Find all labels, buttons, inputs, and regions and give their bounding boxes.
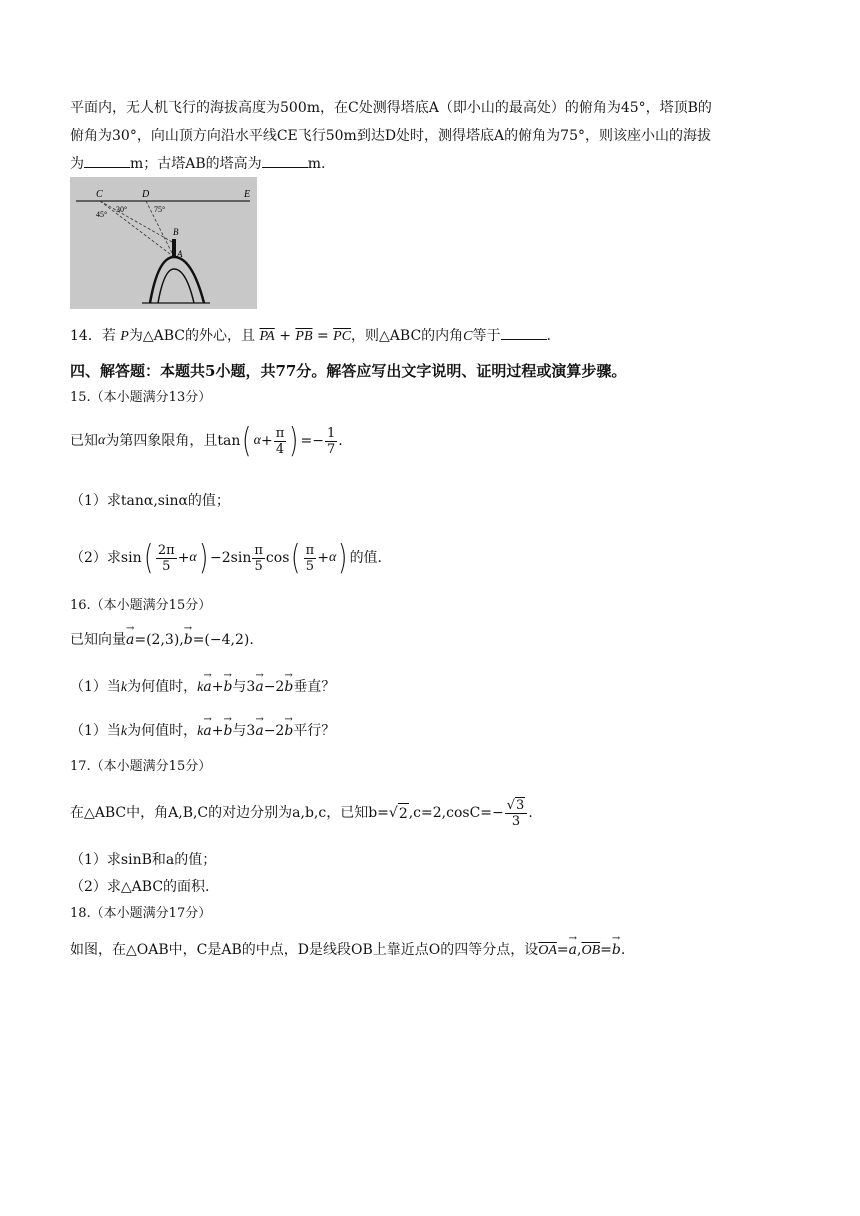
q18-end: . (620, 942, 626, 958)
q17-sqrt-3: 3 (516, 798, 525, 813)
q13-line-2: 俯角为30°，向山顶方向沿水平线CE飞行50m到达D处时，测得塔底A的俯角为75°，则该座小山的海拔 (70, 128, 711, 144)
q15-frac-den-3: 5 (162, 558, 171, 574)
q15-frac-1-7 (325, 426, 337, 457)
vector-pb: $\overline{PB}$ (295, 329, 313, 344)
q15-cos: cos (265, 550, 290, 566)
q15-frac-num: π (275, 425, 285, 441)
q15-p2-prefix: （2）求sin (70, 550, 142, 566)
vector-pa: $\overline{PA}$ (259, 329, 275, 344)
q16-expr-3: 与3 (232, 723, 256, 739)
q15-p2-paren-3: ( (291, 538, 301, 578)
q16-p1-mid: 为何值时， (127, 679, 198, 695)
q14-line (70, 325, 551, 347)
label-angle-30: 30° (116, 205, 128, 214)
vector-ob: $\overline{OB}$ (581, 943, 601, 958)
figure-drawing (70, 177, 257, 309)
q16-p2-prefix: （1）当 (70, 723, 121, 739)
q17-frac-den: 3 (511, 814, 521, 829)
q15-frac-num-4: π (254, 542, 263, 558)
answer-blank-2 (262, 153, 308, 168)
q15-alpha-2: α (253, 433, 261, 448)
q18-vec-b: → b (612, 940, 621, 960)
q14-end: . (546, 328, 551, 344)
q17-title: 17.（本小题满分15分） (70, 759, 212, 774)
q15-alpha-3: α (189, 550, 197, 565)
section-4-heading: 四、解答题：本题共5小题，共77分。解答应写出文字说明、证明过程或演算步骤。 (70, 362, 627, 380)
q16-expr-1: 与3 (232, 679, 256, 695)
q15-tan: tan (217, 433, 241, 449)
mountain-tower-figure (70, 177, 257, 309)
q15-frac-pi-5 (252, 543, 265, 574)
q13-line-3-start: 为 (70, 156, 84, 172)
label-angle-75: 75° (154, 205, 166, 214)
q15-frac-2pi-5 (156, 543, 177, 574)
q14-plus: + (279, 328, 291, 344)
q15-frac-den-2: 7 (327, 441, 336, 457)
q16-title: 16.（本小题满分15分） (70, 598, 212, 613)
q17-end: . (528, 805, 533, 821)
answer-blank-1 (84, 153, 130, 168)
q15-paren-right: ) (289, 421, 299, 461)
q16-end: . (249, 632, 254, 648)
label-E: E (244, 189, 251, 200)
q15-part-1: （1）求tanα,sinα的值； (70, 493, 230, 509)
q14-equals: = (316, 328, 329, 344)
q15-p2-mid: −2sin (210, 550, 252, 566)
q16-p2-mid: 为何值时， (127, 723, 198, 739)
q15-alpha: α (98, 433, 106, 448)
q16-p1-prefix: （1）当 (70, 679, 121, 695)
q15-frac-num-2: 1 (327, 425, 336, 441)
q16-p1-suffix: 垂直？ (293, 679, 336, 695)
q16-k-4: k (197, 724, 204, 739)
q15-part-2: （2）求sin ( $\frac{2\pi}{5}$ + α ) −2sin $\frac{\pi}{5}$ cos ( $\frac{\pi}{5}$ + α ) 的值. (70, 538, 383, 578)
q16-expr-4: −2 (263, 723, 285, 739)
q15-p2-suffix: 的值. (349, 550, 383, 566)
label-B: B (173, 227, 179, 237)
q14-prefix: 14．若 (70, 328, 116, 344)
q16-part-1: （1）当k为何值时，k→ a+→ b与3→ a−2→ b垂直？ (70, 677, 335, 698)
q15-p2-paren-4: ) (338, 538, 348, 578)
vector-pc: $\overline{PC}$ (333, 329, 352, 344)
q17-part-1: （1）求sinB和a的值； (70, 852, 217, 868)
q15-p2-paren-2: ) (198, 538, 209, 578)
label-C: C (96, 189, 103, 200)
q13-line-3 (70, 153, 325, 174)
q14-mid-2: ，则△ABC的内角 (351, 328, 464, 344)
q16-k: k (120, 680, 128, 695)
q15-frac-num-3: 2π (157, 542, 175, 558)
answer-blank-3 (501, 325, 547, 340)
q15-paren-left: ( (242, 421, 252, 461)
q16-expr-2: −2 (263, 679, 285, 695)
q16-stem-text: 已知向量 (70, 632, 126, 648)
q17-stem: 在△ABC中，角A,B,C的对边分别为a,b,c，已知b= √ 2 ,c=2,cosC=− $\frac{√3}{3}$ . (70, 798, 533, 829)
q13-line-3-middle: m；古塔AB的塔高为 (130, 156, 262, 172)
q15-stem: 已知 α 为第四象限角，且 tan ( α + $\frac{\pi}{4}$ ) =− $\frac{1}{7}$ . (70, 421, 343, 461)
q15-end: . (338, 433, 343, 449)
label-A: A (177, 249, 183, 259)
q15-equals: =− (300, 433, 324, 449)
q14-point-p: P (120, 329, 129, 344)
q15-frac-pi-5-b (304, 543, 317, 574)
q18-stem: 如图，在△OAB中，C是AB的中点，D是线段OB上靠近点O的四等分点，设$\overline{OA}=\to a,\overline{OB}=\to b$. (70, 940, 625, 961)
q15-frac-den-4: 5 (254, 558, 263, 574)
q15-frac-pi-4 (274, 426, 287, 457)
q15-p2-paren-1: ( (143, 538, 153, 578)
q16-part-2: （1）当k为何值时，k→ a+→ b与3→ a−2→ b平行？ (70, 721, 335, 742)
q14-mid-1: 为△ABC的外心，且 (128, 328, 255, 344)
q15-frac-den-5: 5 (305, 558, 315, 574)
q16-stem: 已知向量→ a=(2,3),→ b=(−4,2). (70, 630, 254, 650)
q18-stem-a: 如图，在△OAB中，C是AB的中点，D是线段OB上靠近点O的四等分点，设 (70, 942, 539, 958)
q13-line-1: 平面内，无人机飞行的海拔高度为500m，在C处测得塔底A（即小山的最高处）的俯角为45°，塔顶B的 (70, 100, 712, 116)
label-D: D (142, 189, 150, 200)
q17-sqrt-2: 2 (398, 803, 409, 824)
q17-stem-b: ,c=2,cosC=− (408, 805, 504, 821)
q18-title: 18.（本小题满分17分） (70, 906, 212, 921)
q14-suffix: 等于 (472, 328, 501, 344)
q16-k-3: k (120, 724, 128, 739)
q15-alpha-4: α (328, 550, 337, 565)
vector-oa: $\overline{OA}$ (538, 943, 557, 958)
q17-part-2: （2）求△ABC的面积. (70, 879, 210, 895)
q17-frac-sqrt3-3 (505, 797, 528, 829)
q15-frac-num-5: π (305, 542, 315, 558)
q16-a-value: =(2,3), (134, 632, 184, 648)
label-angle-45: 45° (96, 210, 108, 219)
q15-title: 15.（本小题满分13分） (70, 390, 212, 405)
q16-k-2: k (197, 680, 204, 695)
q15-frac-den: 4 (275, 441, 285, 457)
q16-b-value: =(−4,2) (192, 632, 250, 648)
q16-p2-suffix: 平行？ (293, 723, 336, 739)
q13-line-3-end: m. (307, 156, 326, 172)
q14-angle-c: C (463, 329, 473, 344)
q15-stem-a: 已知 (70, 433, 98, 449)
q18-vec-a: → a (569, 940, 577, 960)
q17-frac-num: √3 (505, 797, 528, 814)
q17-stem-a: 在△ABC中，角A,B,C的对边分别为a,b,c，已知b= (70, 805, 389, 821)
q15-stem-b: 为第四象限角，且 (105, 433, 218, 449)
